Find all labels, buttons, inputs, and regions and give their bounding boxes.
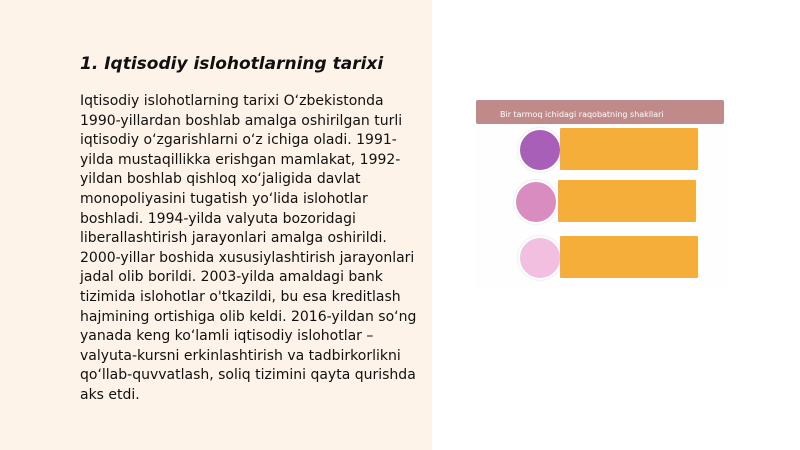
- diagram-header-text: Bir tarmoq ichidagi raqobatning shakllari: [500, 110, 664, 119]
- diagram-box-2: [558, 180, 696, 222]
- diagram-circle-2: [514, 180, 558, 224]
- diagram-box-3: [560, 236, 698, 278]
- diagram-header: [476, 100, 724, 124]
- diagram-circle-3: [518, 236, 562, 280]
- diagram-circle-1: [518, 128, 562, 172]
- slide-body-text: Iqtisodiy islohotlarning tarixi O‘zbekistonda 1990-yillardan boshlab amalga oshirilgan turli iqtisodiy o‘zgarishlarni o‘z ichiga oladi. 1991-yilda mustaqillikka erishgan mamlakat, 1992-yildan boshlab qishloq xo‘jaligida davlat monopoliyasini tugatish yo‘lida islohotlar boshladi. 1994-yilda valyuta bozoridagi liberallashtirish jarayonlari amalga oshirildi. 2000-yillar boshida xususiylashtirish jarayonlari jadal olib borildi. 2003-yilda amaldagi bank tizimida islohotlar o'tkazildi, bu esa kreditlash hajmining ortishiga olib keldi. 2016-yildan so‘ng yanada keng ko‘lamli iqtisodiy islohotlar – valyuta-kursni erkinlashtirish va tadbirkorlikni qo‘llab-quvvatlash, soliq tizimini qayta qurishda aks etdi.: [80, 93, 417, 403]
- diagram-box-1: [560, 128, 698, 170]
- diagram-image: [474, 98, 728, 288]
- slide-title: 1. Iqtisodiy islohotlarning tarixi: [80, 54, 384, 74]
